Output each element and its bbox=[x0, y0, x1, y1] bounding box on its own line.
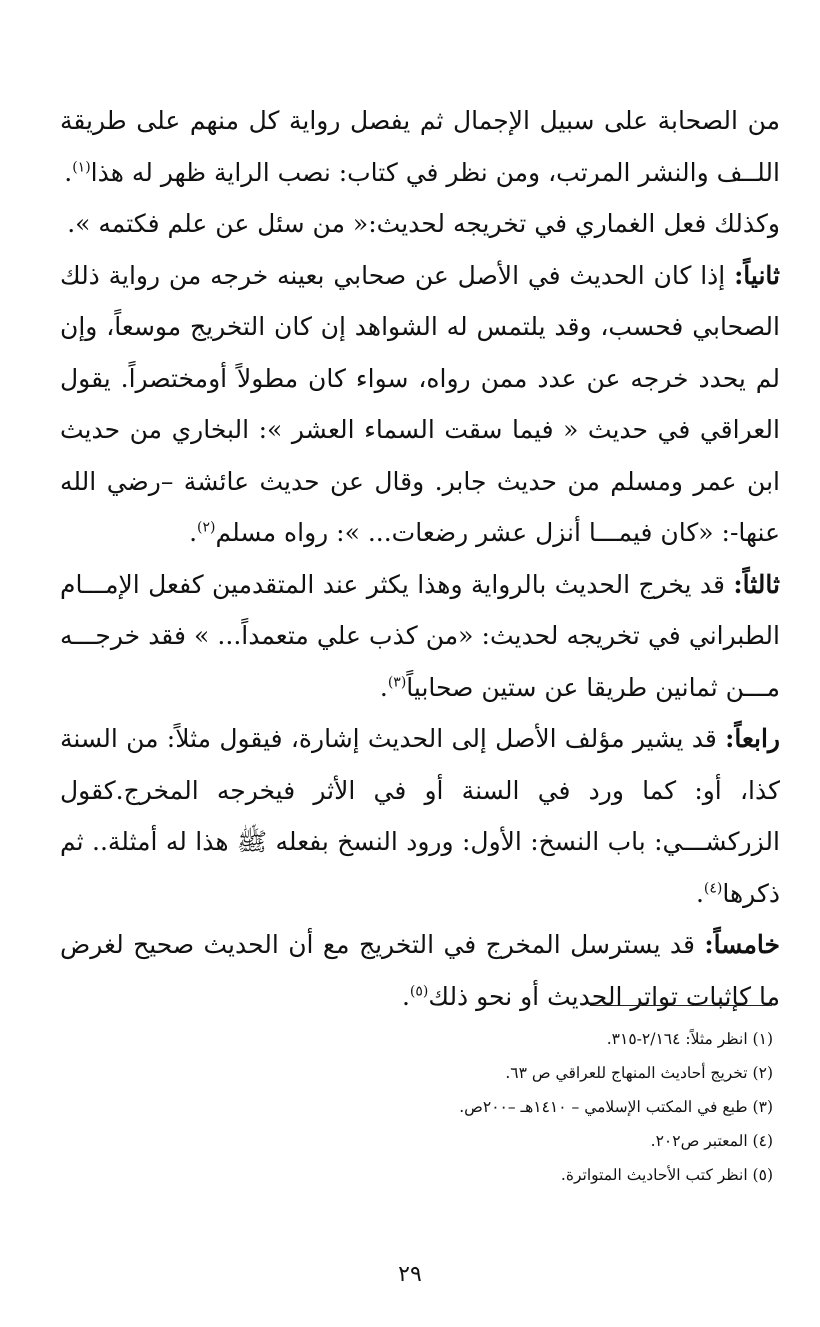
paragraph-1 bbox=[60, 95, 780, 198]
paragraph-text: قد يسترسل المخرج في التخريج مع أن الحديث صحيح لغرض ما كإثبات تواتر الحديث أو نحو ذلك bbox=[60, 930, 780, 1011]
footnote-5: (٥) انظر كتب الأحاديث المتواترة. bbox=[560, 1166, 773, 1184]
paragraph-end: . bbox=[189, 518, 198, 547]
footnote-2: (٢) تخريج أحاديث المنهاج للعراقي ص ٦٣. bbox=[505, 1064, 773, 1082]
footnote-ref-1: (١) bbox=[72, 159, 91, 176]
paragraph-6 bbox=[60, 919, 780, 1022]
footnote-1: (١) انظر مثلاً: ٢/١٦٤-٣١٥. bbox=[606, 1030, 773, 1048]
footnote-3: (٣) طبع في المكتب الإسلامي – ١٤١٠هـ –٢٠٠ص. bbox=[459, 1098, 773, 1116]
paragraph-text: قد يخرج الحديث بالرواية وهذا يكثر عند المتقدمين كفعل الإمـــام الطبراني في تخريجه لحديث: «من كذب علي متعمداً... » فقد خرجـــه مـــن ثمانين طريقا عن ستين صحابياً bbox=[60, 569, 780, 702]
paragraph-3 bbox=[60, 250, 780, 559]
footnote-ref-4: (٤) bbox=[703, 880, 723, 897]
paragraph-text: إذا كان الحديث في الأصل عن صحابي بعينه خرجه من رواية ذلك الصحابي فحسب، وقد يلتمس له الشواهد إن كان التخريج موسعاً، وإن لم يحدد خرجه عن عدد ممن رواه، سواء كان مطولاً أومختصراً. يقول العراقي في حديث « فيما سقت السماء العشر »: البخاري من حديث ابن عمر ومسلم من حديث جابر. وقال عن حديث عائشة –رضي الله عنها-: «كان فيمـــا أنزل عشر رضعات... »: رواه مسلم bbox=[60, 260, 780, 547]
paragraph-text: من الصحابة على سبيل الإجمال ثم يفصل رواية كل منهم على طريقة اللــف والنشر المرتب، ومن نظر في كتاب: نصب الراية ظهر له هذا bbox=[60, 106, 780, 187]
paragraph-text: وكذلك فعل الغماري في تخريجه لحديث:« من سئل عن علم فكتمه ». bbox=[67, 209, 780, 238]
paragraph-2 bbox=[60, 198, 780, 250]
body-text bbox=[60, 95, 780, 1022]
paragraph-lead: خامساً: bbox=[704, 930, 780, 959]
page-number: ٢٩ bbox=[398, 1262, 422, 1287]
footnote-separator bbox=[590, 1005, 772, 1006]
paragraph-lead: رابعاً: bbox=[725, 724, 780, 753]
paragraph-text: قد يشير مؤلف الأصل إلى الحديث إشارة، فيقول مثلاً: من السنة كذا، أو: كما ورد في السنة أو في الأثر فيخرجه المخرج.كقول الزركشـــي: باب النسخ: الأول: ورود النسخ بفعله ﷺ هذا له أمثلة.. ثم ذكرها bbox=[60, 724, 780, 908]
paragraph-lead: ثالثاً: bbox=[733, 569, 780, 599]
paragraph-5 bbox=[60, 713, 780, 919]
footnotes bbox=[60, 1022, 773, 1192]
paragraph-end: . bbox=[695, 878, 704, 908]
paragraph-4 bbox=[60, 559, 780, 714]
footnote-4: (٤) المعتبر ص٢٠٢. bbox=[650, 1132, 773, 1150]
paragraph-end: . bbox=[379, 672, 388, 702]
paragraph-end: . bbox=[401, 981, 410, 1011]
paragraph-lead: ثانياً: bbox=[734, 260, 780, 290]
footnote-ref-3: (٣) bbox=[387, 674, 407, 691]
footnote-ref-5: (٥) bbox=[409, 983, 429, 1000]
paragraph-end: . bbox=[64, 157, 73, 187]
footnote-ref-2: (٢) bbox=[197, 519, 216, 536]
